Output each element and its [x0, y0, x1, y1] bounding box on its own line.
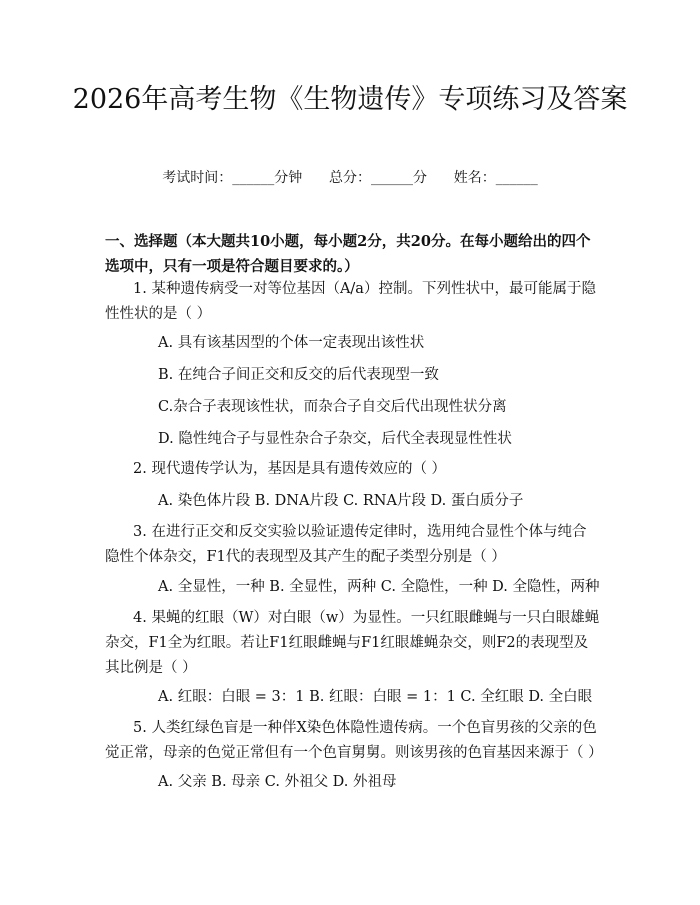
question-4: 4. 果蝇的红眼（W）对白眼（w）为显性。一只红眼雌蝇与一只白眼雄蝇杂交，F1全为红眼。若让F1红眼雌蝇与F1红眼雄蝇杂交，则F2的表现型及其比例是（ ） — [105, 610, 600, 676]
question-4-options: A. 红眼：白眼 = 3：1 B. 红眼：白眼 = 1：1 C. 全红眼 D. 全白眼 — [158, 689, 593, 705]
question-1-option-b: B. 在纯合子间正交和反交的后代表现型一致 — [158, 367, 439, 383]
question-3: 3. 在进行正交和反交实验以验证遗传定律时，选用纯合显性个体与纯合隐性个体杂交，F1代的表现型及其产生的配子类型分别是（ ） — [105, 524, 587, 565]
question-1-option-c: C.杂合子表现该性状，而杂合子自交后代出现性状分离 — [158, 399, 507, 415]
document-title: 2026年高考生物《生物遗传》专项练习及答案 — [72, 84, 628, 115]
question-3-options: A. 全显性，一种 B. 全显性，两种 C. 全隐性，一种 D. 全隐性，两种 — [158, 579, 600, 595]
question-2-options: A. 染色体片段 B. DNA片段 C. RNA片段 D. 蛋白质分子 — [158, 493, 524, 509]
question-1-option-d: D. 隐性纯合子与显性杂合子杂交，后代全表现显性性状 — [158, 431, 512, 447]
question-5: 5. 人类红绿色盲是一种伴X染色体隐性遗传病。一个色盲男孩的父亲的色觉正常，母亲的色觉正常但有一个色盲舅舅。则该男孩的色盲基因来源于（ ） — [105, 720, 603, 761]
question-1-option-a: A. 具有该基因型的个体一定表现出该性状 — [158, 335, 425, 351]
question-2: 2. 现代遗传学认为，基因是具有遗传效应的（ ） — [133, 461, 447, 477]
section-heading: 一、选择题（本大题共10小题，每小题2分，共20分。在每小题给出的四个选项中，只有一项是符合题目要求的。） — [105, 233, 591, 275]
exam-info-line: 考试时间：______分钟 总分：______分 姓名：______ — [162, 170, 538, 186]
question-1: 1. 某种遗传病受一对等位基因（A/a）控制。下列性状中，最可能属于隐性性状的是（ ） — [105, 281, 596, 322]
question-5-options: A. 父亲 B. 母亲 C. 外祖父 D. 外祖母 — [158, 774, 397, 790]
